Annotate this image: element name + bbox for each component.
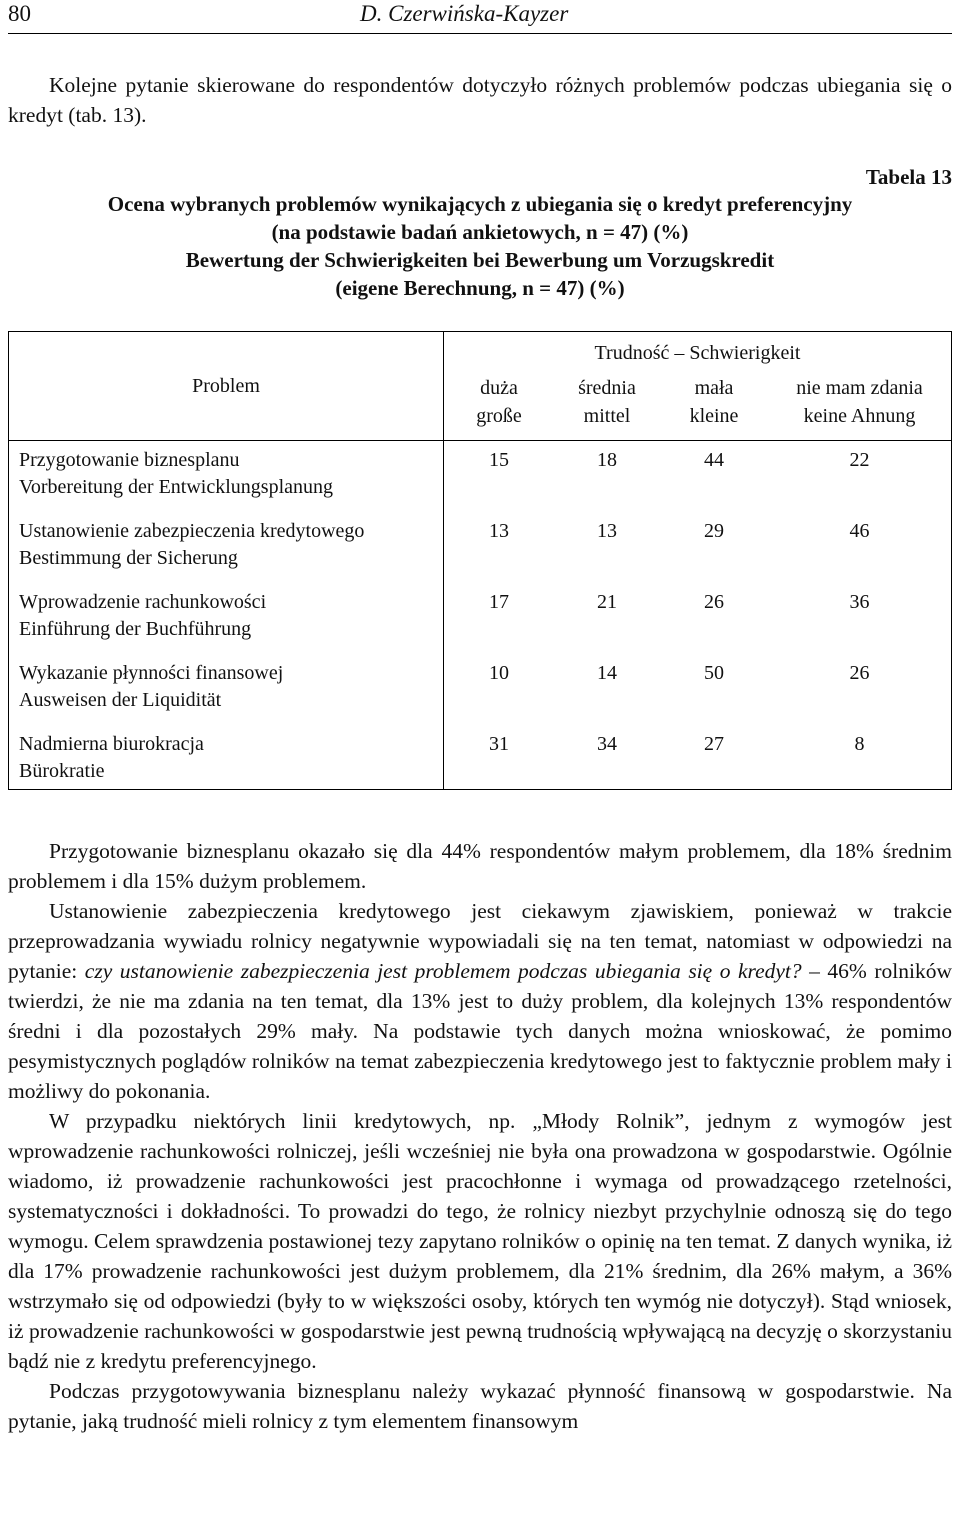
table-row (9, 518, 952, 589)
caption-line: Bewertung der Schwierigkeiten bei Bewerbung um Vorzugskredit (185, 248, 775, 272)
header-difficulty-group: Trudność – Schwierigkeit (594, 342, 801, 364)
cell-value: 44 (704, 449, 724, 471)
header-col-medium: średnia mittel (554, 374, 660, 441)
paragraph: Podczas przygotowywania biznesplanu należy wykazać płynność finansową w gospodarstwie. Na pytanie, jaką trudność mieli rolnicy z tym elementem finansowym (8, 1379, 952, 1433)
cell-value: 18 (597, 449, 617, 471)
table-row (9, 589, 952, 660)
row-label: Przygotowanie biznesplanu Vorbereitung der Entwicklungsplanung (9, 441, 444, 519)
table-row (9, 660, 952, 731)
paragraph: W przypadku niektórych linii kredytowych, np. „Młody Rolnik”, jednym z wymogów jest wprowadzenie rachunkowości rolniczej, jeśli wcześniej nie była ona prowadzona w gospodarstwie. Ogólnie wiadomo, iż prowadzenie rachunkowości jest pracochłonne i wymaga od prowadzącego rzetelności, systematyczności i dokładności. To prowadzi do tego, że rolnicy niezbyt przychylnie odnoszą się do tego wymogu. Celem sprawdzenia postawionej tezy zapytano rolników o opinię na ten temat. Z danych wynika, iż dla 17% prowadzenie rachunkowości jest dużym problemem, dla 21% średnim, dla 26% małym, a 36% wstrzymało się od odpowiedzi (były to w większości osoby, których ten wymóg nie dotyczył). Stąd wniosek, iż prowadzenie rachunkowości w gospodarstwie jest pewną trudnością wpływającą na decyzję o skorzystaniu bądź nie z kredytu preferencyjnego. (8, 1109, 952, 1373)
header-col-small: mała kleine (660, 374, 768, 441)
paragraph: Ustanowienie zabezpieczenia kredytowego jest ciekawym zjawiskiem, ponieważ w trakcie przeprowadzania wywiadu rolnicy negatywnie wypowiadali się na ten temat, natomiast w odpowiedzi na pytanie: czy ustanowienie zabezpieczenia jest problemem podczas ubiegania się o kredyt? – 46% rolników twierdzi, że nie ma zdania na ten temat, dla 13% jest to duży problem, dla kolejnych 13% respondentów średni i dla pozostałych 29% mały. Na podstawie tych danych można wnioskować, że pomimo pesymistycznych poglądów rolników na temat zabezpieczenia kredytowego jest to faktycznie problem mały i możliwy do pokonania. (8, 899, 952, 1103)
page-number: 80 (8, 1, 31, 26)
data-table (8, 331, 952, 790)
table-row (9, 731, 952, 790)
header-rule (8, 33, 952, 34)
page-header (8, 0, 952, 34)
cell-value: 34 (597, 733, 617, 755)
cell-value: 15 (489, 449, 509, 471)
cell-value: 29 (704, 520, 724, 542)
cell-value: 27 (704, 733, 724, 755)
italic-question: czy ustanowienie zabezpieczenia jest problemem podczas ubiegania się o kredyt? (84, 959, 802, 983)
cell-value: 26 (704, 591, 724, 613)
cell-value: 46 (849, 520, 870, 542)
cell-value: 17 (489, 591, 509, 613)
caption-line: (na podstawie badań ankietowych, n = 47) (%) (271, 220, 689, 244)
cell-value: 8 (854, 733, 865, 755)
table-label: Tabela 13 (865, 165, 952, 189)
cell-value: 13 (597, 520, 617, 542)
table-row (9, 441, 952, 519)
cell-value: 22 (849, 449, 870, 471)
caption-line: Ocena wybranych problemów wynikających z ubiegania się o kredyt preferencyjny (107, 192, 853, 216)
row-label: Wprowadzenie rachunkowości Einführung der Buchführung (9, 589, 444, 660)
cell-value: 31 (489, 733, 509, 755)
intro-paragraph: Kolejne pytanie skierowane do respondentów dotyczyło różnych problemów podczas ubiegania się o kredyt (tab. 13). (8, 73, 952, 127)
paragraph: Przygotowanie biznesplanu okazało się dla 44% respondentów małym problemem, dla 18% średnim problemem i dla 15% dużym problemem. (8, 839, 952, 893)
running-head: D. Czerwińska-Kayzer (360, 1, 569, 26)
caption-line: (eigene Berechnung, n = 47) (%) (335, 276, 625, 300)
header-col-no-opinion: nie mam zdania keine Ahnung (768, 374, 952, 441)
body-text (8, 836, 952, 1436)
cell-value: 36 (849, 591, 870, 613)
header-problem: Problem (9, 332, 444, 441)
row-label: Wykazanie płynności finansowej Ausweisen der Liquidität (9, 660, 444, 731)
cell-value: 14 (597, 662, 617, 684)
table-caption (8, 190, 952, 302)
row-label: Nadmierna biurokracja Bürokratie (9, 731, 444, 790)
cell-value: 10 (489, 662, 509, 684)
cell-value: 26 (849, 662, 870, 684)
row-label: Ustanowienie zabezpieczenia kredytowego Bestimmung der Sicherung (9, 518, 444, 589)
cell-value: 13 (489, 520, 509, 542)
header-col-large: duża große (444, 374, 555, 441)
cell-value: 21 (597, 591, 617, 613)
cell-value: 50 (704, 662, 724, 684)
